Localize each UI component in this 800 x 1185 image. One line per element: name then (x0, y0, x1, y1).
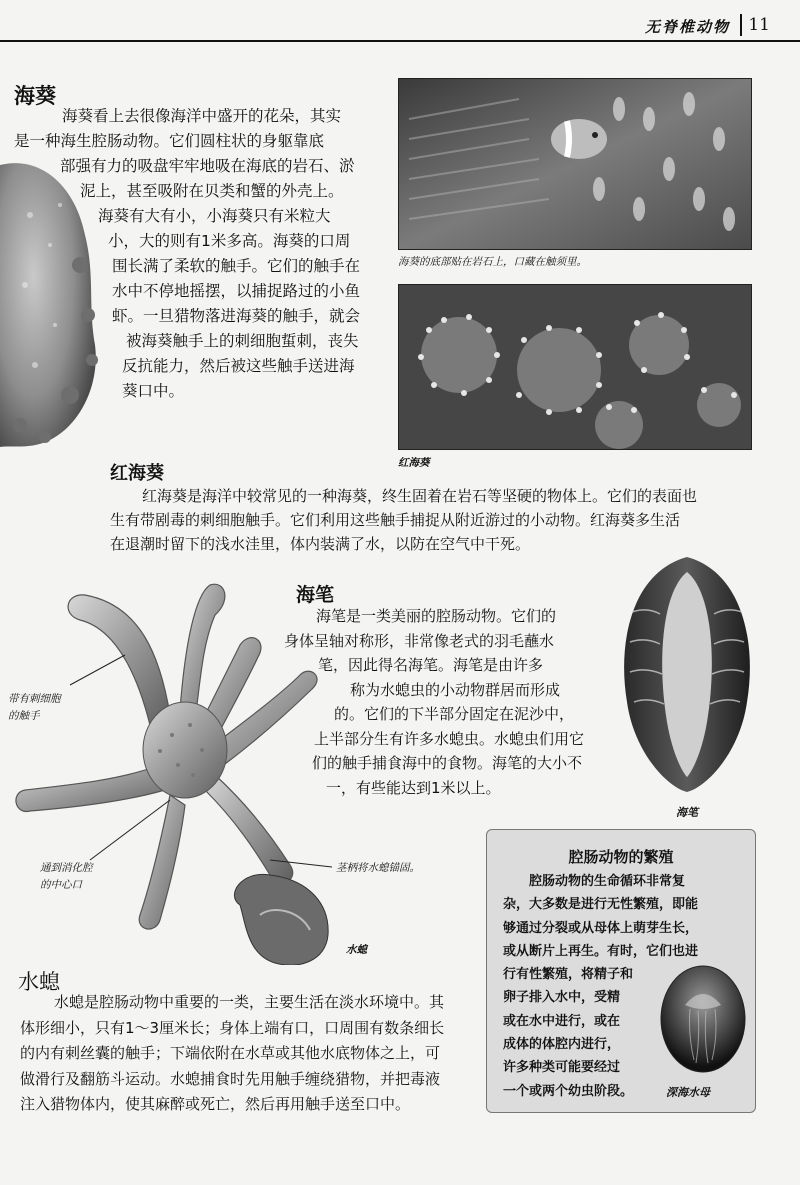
red-anemone-paragraph (110, 484, 770, 556)
text-line: 身体呈轴对称形，非常像老式的羽毛蘸水 (284, 631, 555, 650)
hydra-paragraph (20, 990, 480, 1118)
text-line: 杂，大多数是进行无性繁殖，即能 (503, 897, 699, 913)
text-line: 称为水螅虫的小动物群居而形成 (350, 680, 561, 699)
text-line: 许多种类可能要经过 (503, 1060, 621, 1076)
text-line: 或在水中进行，或在 (503, 1013, 621, 1029)
text-line: 们的触手捕食海中的食物。海笔的大小不 (312, 754, 583, 772)
text-line: 腔肠动物的生命循环非常复 (529, 874, 686, 889)
section-title-hydra: 水螅 (18, 970, 60, 994)
label-stalk: 茎柄将水螅锚固。 (336, 862, 420, 874)
text-line: 葵口中。 (122, 382, 185, 400)
text-line: 生有带剧毒的刺细胞触手。它们利用这些触手捕捉从附近游过的小动物。红海葵多生活 (110, 511, 681, 529)
page-number: 11 (748, 15, 770, 35)
leader-line (70, 655, 125, 685)
text-line: 一，有些能达到1米以上。 (326, 778, 501, 797)
header-rule (0, 40, 800, 42)
text-line: 在退潮时留下的浅水洼里，体内装满了水，以防在空气中干死。 (110, 535, 531, 553)
photo-caption-anemone: 海葵的底部贴在岩石上，口藏在触须里。 (398, 256, 587, 268)
text-line: 海笔是一类美丽的腔肠动物。它们的 (316, 607, 557, 625)
text-line: 体形细小，只有1～3厘米长；身体上端有口，口周围有数条细长 (20, 1018, 445, 1037)
text-line: 笔，因此得名海笔。海笔是由许多 (318, 656, 544, 674)
text-line: 反抗能力，然后被这些触手送进海 (122, 357, 355, 375)
text-line: 注入猎物体内，使其麻醉或死亡，然后再用触手送至口中。 (20, 1095, 411, 1113)
label-line: 带有刺细胞 (8, 693, 61, 705)
sea-anemone-paragraph (0, 104, 390, 404)
sea-pen-paragraph (276, 604, 626, 800)
text-line: 被海葵触手上的刺细胞蜇刺，丧失 (126, 332, 359, 350)
text-line: 上半部分生有许多水螅虫。水螅虫们用它 (314, 729, 585, 748)
text-line: 做滑行及翻筋斗运动。水螅捕食时先用触手缠绕猎物，并把毒液 (20, 1069, 441, 1088)
text-line: 行有性繁殖，将精子和 (503, 967, 634, 983)
text-line: 小，大的则有1米多高。海葵的口周 (108, 232, 351, 250)
label-central-mouth (40, 860, 93, 894)
caption-sea-pen: 海笔 (676, 806, 698, 819)
text-line: 卵子排入水中，受精 (503, 990, 621, 1006)
text-line: 的内有刺丝囊的触手；下端依附在水草或其他水底物体之上，可 (20, 1044, 441, 1062)
photo-caption-red-anemone: 红海葵 (398, 457, 430, 469)
text-line: 够通过分裂或从母体上萌芽生长， (503, 920, 699, 936)
label-line: 的中心口 (40, 879, 82, 891)
text-line: 海葵有大有小，小海葵只有米粒大 (98, 207, 331, 225)
caption-deep-sea-jellyfish: 深海水母 (666, 1086, 710, 1099)
label-line: 通到消化腔 (40, 862, 93, 874)
section-title-sea-pen: 海笔 (296, 584, 335, 606)
text-line: 或从断片上再生。有时，它们也进 (503, 943, 699, 959)
text-line: 水中不停地摇摆，以捕捉路过的小鱼 (112, 282, 361, 300)
text-line: 一个或两个幼虫阶段。 (503, 1083, 634, 1099)
header-divider (740, 14, 742, 36)
label-line: 的触手 (8, 710, 40, 722)
sea-pen-illustration (612, 552, 762, 797)
text-line: 部强有力的吸盘牢牢地吸在海底的岩石、淤 (60, 157, 355, 175)
text-line: 水螅是腔肠动物中重要的一类，主要生活在淡水环境中。其 (54, 993, 445, 1011)
text-line: 海葵看上去很像海洋中盛开的花朵，其实 (62, 107, 342, 125)
text-line: 的。它们的下半部分固定在泥沙中， (334, 705, 575, 723)
photo-red-anemone (398, 284, 752, 450)
caption-hydra-figure: 水螅 (346, 944, 367, 956)
text-line: 红海葵是海洋中较常见的一种海葵，终生固着在岩石等坚硬的物体上。它们的表面也 (142, 487, 698, 505)
photo-anemone-clownfish (398, 78, 752, 250)
text-line: 是一种海生腔肠动物。它们圆柱状的身躯靠底 (14, 132, 325, 150)
label-tentacles (8, 691, 61, 725)
text-line: 泥上，甚至吸附在贝类和蟹的外壳上。 (80, 182, 344, 200)
section-title-sea-anemone: 海葵 (14, 84, 56, 108)
text-line: 围长满了柔软的触手。它们的触手在 (112, 257, 361, 275)
running-head: 无脊椎动物 (644, 18, 730, 36)
text-line: 虾。一旦猎物落进海葵的触手，就会 (112, 307, 361, 325)
text-line: 成体的体腔内进行， (503, 1037, 621, 1053)
page-header (0, 0, 800, 48)
deep-sea-jellyfish-image (660, 965, 746, 1073)
sidebar-title: 腔肠动物的繁殖 (568, 848, 674, 866)
section-title-red-anemone: 红海葵 (110, 463, 164, 484)
